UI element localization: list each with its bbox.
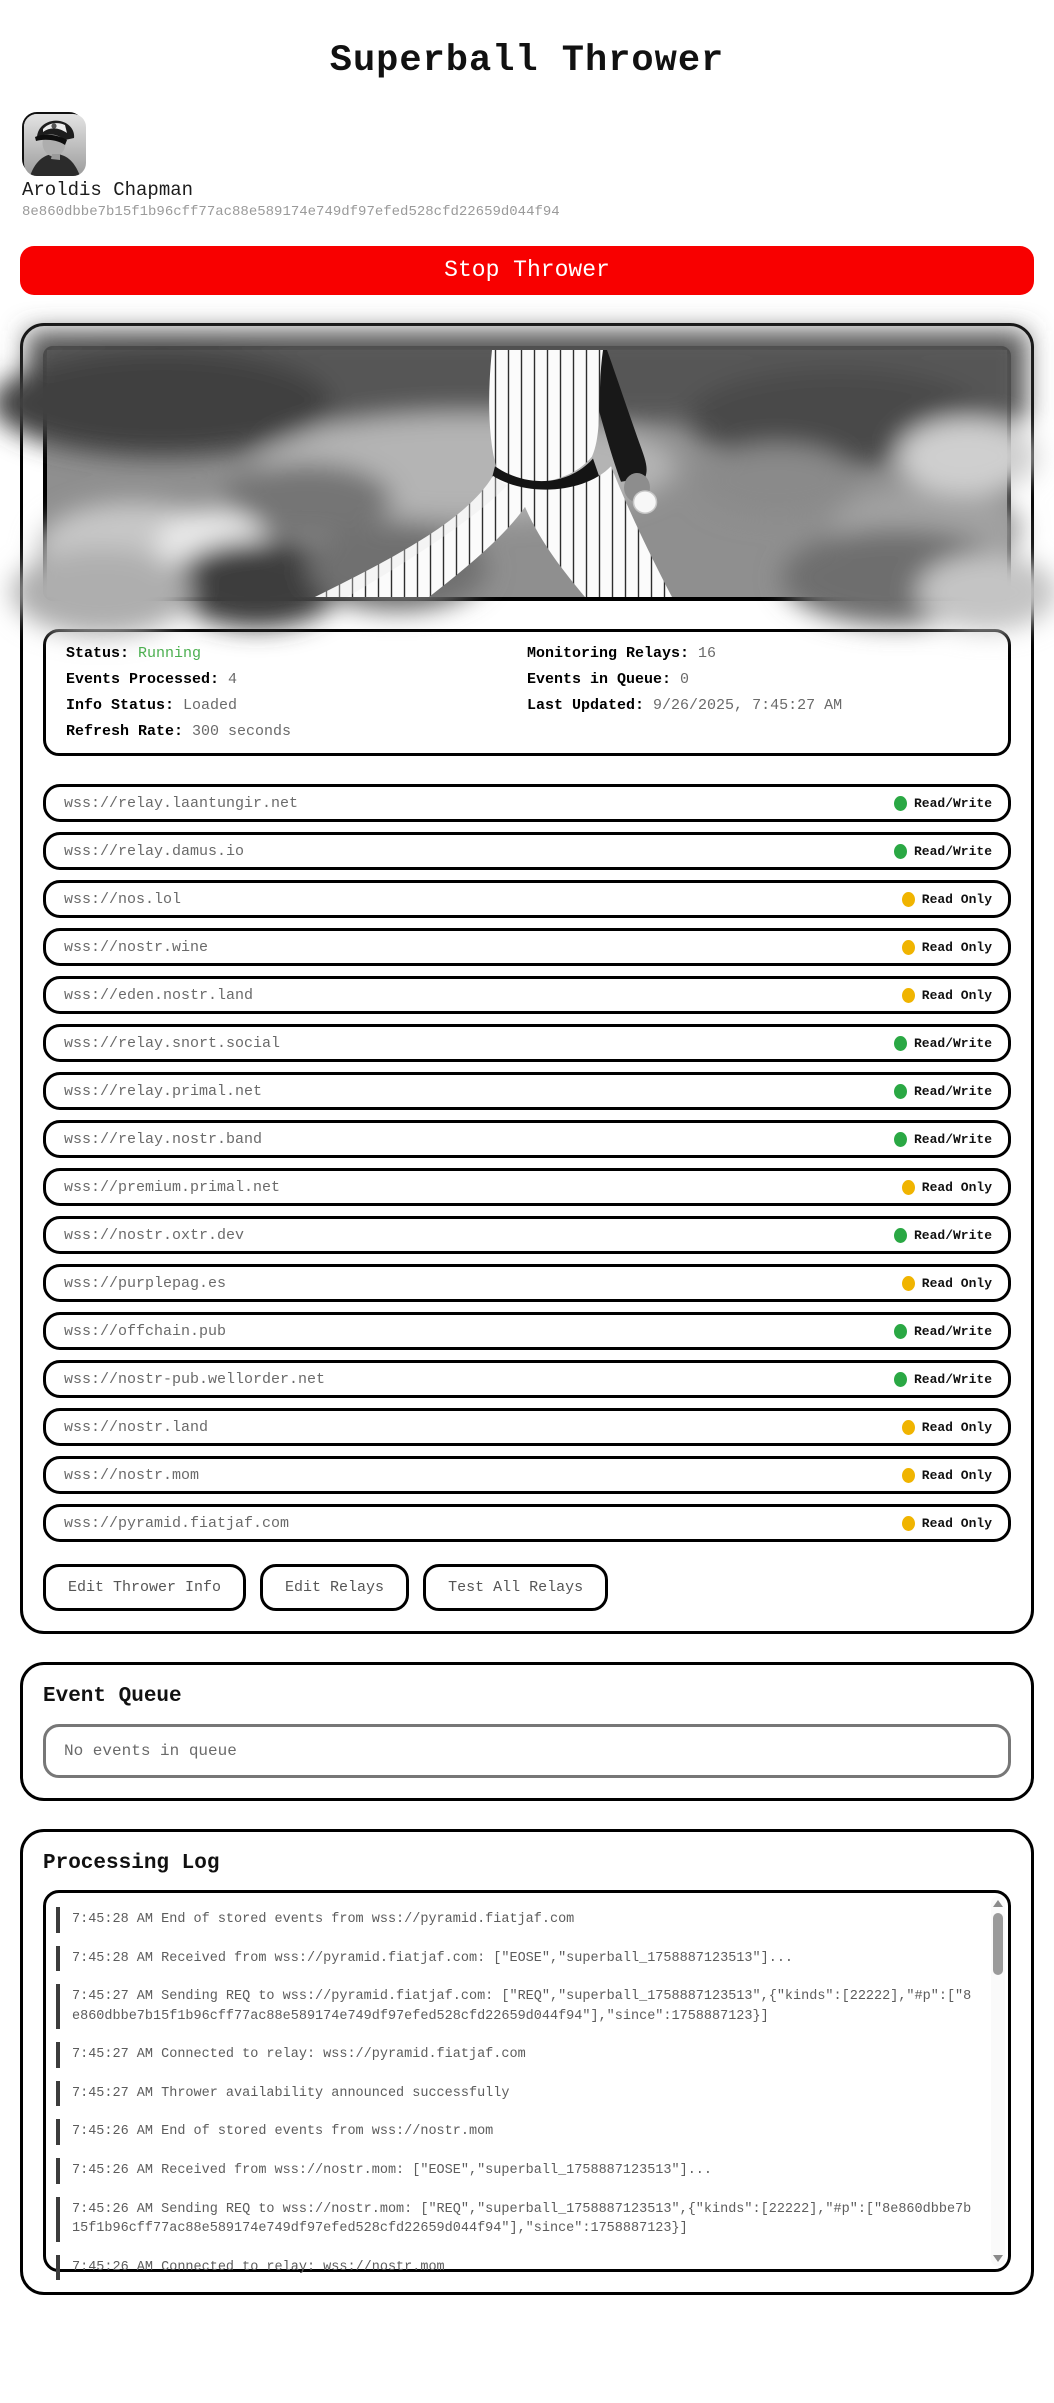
status-field-value: Loaded — [183, 697, 238, 714]
relay-access-label: Read/Write — [913, 1131, 992, 1147]
event-queue-card — [20, 1662, 1034, 1801]
relay-url: wss://nostr.mom — [64, 1466, 200, 1484]
read-only-dot-icon — [902, 892, 915, 907]
relay-access-label: Read/Write — [913, 1083, 992, 1099]
relay-url: wss://relay.snort.social — [64, 1034, 281, 1052]
log-entry: 7:45:26 AM End of stored events from wss://nostr.mom — [56, 2119, 978, 2145]
relay-url: wss://pyramid.fiatjaf.com — [64, 1514, 290, 1532]
test-all-relays-button[interactable]: Test All Relays — [423, 1564, 608, 1611]
profile-name: Aroldis Chapman — [22, 179, 194, 201]
relay-url: wss://nostr.oxtr.dev — [64, 1226, 245, 1244]
event-queue-empty-box — [43, 1724, 1011, 1778]
relay-access-badge — [894, 844, 992, 859]
read-write-dot-icon — [894, 1084, 907, 1099]
relay-list — [43, 784, 1011, 1542]
baseball-pitcher-image — [47, 350, 1007, 597]
read-only-dot-icon — [902, 940, 915, 955]
status-field-value: 9/26/2025, 7:45:27 AM — [653, 697, 843, 714]
relay-row — [43, 1120, 1011, 1158]
event-queue-empty-message: No events in queue — [64, 1742, 237, 1760]
relay-access-label: Read Only — [921, 1467, 992, 1483]
processing-log-card — [20, 1829, 1034, 2295]
relay-access-label: Read Only — [921, 1419, 992, 1435]
profile-pubkey: 8e860dbbe7b15f1b96cff77ac88e589174e749df97efed528cfd22659d044f94 — [22, 204, 560, 220]
relay-access-badge — [902, 892, 992, 907]
action-buttons-row — [43, 1564, 1011, 1611]
page-title: Superball Thrower — [329, 40, 725, 82]
status-field-label: Info Status: — [66, 697, 175, 714]
edit-thrower-info-button[interactable]: Edit Thrower Info — [43, 1564, 246, 1611]
relay-row — [43, 1264, 1011, 1302]
relay-row — [43, 1360, 1011, 1398]
relay-access-badge — [894, 1084, 992, 1099]
relay-row — [43, 976, 1011, 1014]
status-field-value: 4 — [228, 671, 238, 688]
event-queue-title: Event Queue — [43, 1685, 182, 1708]
relay-access-badge — [894, 1372, 992, 1387]
relay-url: wss://nostr.land — [64, 1418, 209, 1436]
log-entry: 7:45:27 AM Connected to relay: wss://pyramid.fiatjaf.com — [56, 2042, 978, 2068]
read-write-dot-icon — [894, 1228, 907, 1243]
relay-access-label: Read/Write — [913, 1227, 992, 1243]
relay-access-badge — [894, 796, 992, 811]
log-entry: 7:45:26 AM Sending REQ to wss://nostr.mom: ["REQ","superball_1758887123513",{"kinds":[22222],"#p":["8e860dbbe7b15f1b96cff77ac88e589174e749df97efed528cfd22659d044f94"],"since":1758887123}] — [56, 2197, 978, 2242]
status-field-value: 16 — [698, 645, 717, 662]
status-field-label: Events in Queue: — [527, 671, 672, 688]
processing-log-box — [43, 1890, 1011, 2275]
relay-row — [43, 1456, 1011, 1494]
read-write-dot-icon — [894, 1324, 907, 1339]
relay-row — [43, 1216, 1011, 1254]
relay-access-label: Read/Write — [913, 1371, 992, 1387]
relay-access-label: Read Only — [921, 987, 992, 1003]
relay-access-label: Read Only — [921, 891, 992, 907]
read-only-dot-icon — [902, 1516, 915, 1531]
relay-row — [43, 1024, 1011, 1062]
relay-access-badge — [894, 1132, 992, 1147]
relay-access-badge — [902, 1468, 992, 1483]
relay-url: wss://nostr.wine — [64, 938, 209, 956]
relay-access-label: Read Only — [921, 939, 992, 955]
status-field-label: Refresh Rate: — [66, 723, 184, 740]
status-field — [527, 697, 988, 714]
relay-access-badge — [902, 1420, 992, 1435]
relay-access-label: Read Only — [921, 1515, 992, 1531]
status-field-value: 300 seconds — [192, 723, 292, 740]
read-only-dot-icon — [902, 1420, 915, 1435]
status-field-label: Last Updated: — [527, 697, 645, 714]
read-only-dot-icon — [902, 1468, 915, 1483]
relay-url: wss://offchain.pub — [64, 1322, 227, 1340]
relay-access-label: Read/Write — [913, 843, 992, 859]
relay-access-badge — [894, 1228, 992, 1243]
relay-url: wss://relay.primal.net — [64, 1082, 263, 1100]
relay-url: wss://premium.primal.net — [64, 1178, 281, 1196]
scrollbar-down-arrow-icon[interactable] — [993, 2255, 1003, 2262]
read-write-dot-icon — [894, 1372, 907, 1387]
relay-access-label: Read Only — [921, 1275, 992, 1291]
status-field-label: Status: — [66, 645, 130, 662]
avatar — [22, 112, 84, 174]
scrollbar-thumb[interactable] — [993, 1913, 1003, 1975]
pitcher-photo — [43, 346, 1011, 601]
log-entry: 7:45:27 AM Sending REQ to wss://pyramid.fiatjaf.com: ["REQ","superball_1758887123513",{"kinds":[22222],"#p":["8e860dbbe7b15f1b96cff77ac88e589174e749df97efed528cfd22659d044f94"],"since":1758887123}] — [56, 1984, 978, 2029]
read-only-dot-icon — [902, 1180, 915, 1195]
relay-row — [43, 880, 1011, 918]
scrollbar-up-arrow-icon[interactable] — [993, 1900, 1003, 1907]
relay-row — [43, 1504, 1011, 1542]
log-entry: 7:45:26 AM Received from wss://nostr.mom: ["EOSE","superball_1758887123513"]... — [56, 2158, 978, 2184]
status-field — [527, 671, 988, 688]
relay-access-badge — [902, 988, 992, 1003]
status-field-value: 0 — [680, 671, 690, 688]
status-field — [66, 723, 527, 740]
relay-url: wss://relay.laantungir.net — [64, 794, 299, 812]
status-field-label: Events Processed: — [66, 671, 220, 688]
relay-row — [43, 1408, 1011, 1446]
log-entry: 7:45:27 AM Thrower availability announced successfully — [56, 2081, 978, 2107]
status-field-value: Running — [138, 645, 202, 662]
relay-access-badge — [894, 1036, 992, 1051]
log-entries — [56, 1907, 978, 2275]
relay-url: wss://eden.nostr.land — [64, 986, 254, 1004]
relay-row — [43, 928, 1011, 966]
relay-access-label: Read/Write — [913, 1035, 992, 1051]
stop-thrower-button[interactable]: Stop Thrower — [20, 246, 1034, 295]
relay-row — [43, 1168, 1011, 1206]
relay-row — [43, 1312, 1011, 1350]
log-entry: 7:45:26 AM Connected to relay: wss://nostr.mom — [56, 2255, 978, 2281]
relay-access-badge — [894, 1324, 992, 1339]
processing-log-title: Processing Log — [43, 1852, 220, 1875]
relay-access-badge — [902, 1516, 992, 1531]
read-write-dot-icon — [894, 1132, 907, 1147]
relay-access-badge — [902, 1276, 992, 1291]
status-field-label: Monitoring Relays: — [527, 645, 690, 662]
relay-access-badge — [902, 940, 992, 955]
relay-access-label: Read/Write — [913, 795, 992, 811]
read-write-dot-icon — [894, 1036, 907, 1051]
player-avatar-photo — [24, 114, 86, 176]
read-write-dot-icon — [894, 844, 907, 859]
relay-access-label: Read Only — [921, 1179, 992, 1195]
relay-url: wss://nostr-pub.wellorder.net — [64, 1370, 326, 1388]
relay-access-label: Read/Write — [913, 1323, 992, 1339]
log-scrollbar[interactable] — [991, 1896, 1005, 2266]
status-panel — [43, 629, 1011, 756]
log-entry: 7:45:28 AM End of stored events from wss://pyramid.fiatjaf.com — [56, 1907, 978, 1933]
read-only-dot-icon — [902, 1276, 915, 1291]
relay-access-badge — [902, 1180, 992, 1195]
status-field — [66, 697, 527, 714]
thrower-main-card — [20, 323, 1034, 1634]
status-field — [66, 671, 527, 688]
relay-row — [43, 784, 1011, 822]
edit-relays-button[interactable]: Edit Relays — [260, 1564, 409, 1611]
log-entry: 7:45:28 AM Received from wss://pyramid.fiatjaf.com: ["EOSE","superball_1758887123513"]... — [56, 1946, 978, 1972]
relay-url: wss://relay.nostr.band — [64, 1130, 263, 1148]
status-field — [66, 645, 527, 662]
read-write-dot-icon — [894, 796, 907, 811]
relay-url: wss://relay.damus.io — [64, 842, 245, 860]
thrower-profile — [22, 112, 1034, 220]
status-field — [527, 645, 988, 662]
relay-row — [43, 832, 1011, 870]
read-only-dot-icon — [902, 988, 915, 1003]
relay-row — [43, 1072, 1011, 1110]
relay-url: wss://purplepag.es — [64, 1274, 227, 1292]
relay-url: wss://nos.lol — [64, 890, 182, 908]
